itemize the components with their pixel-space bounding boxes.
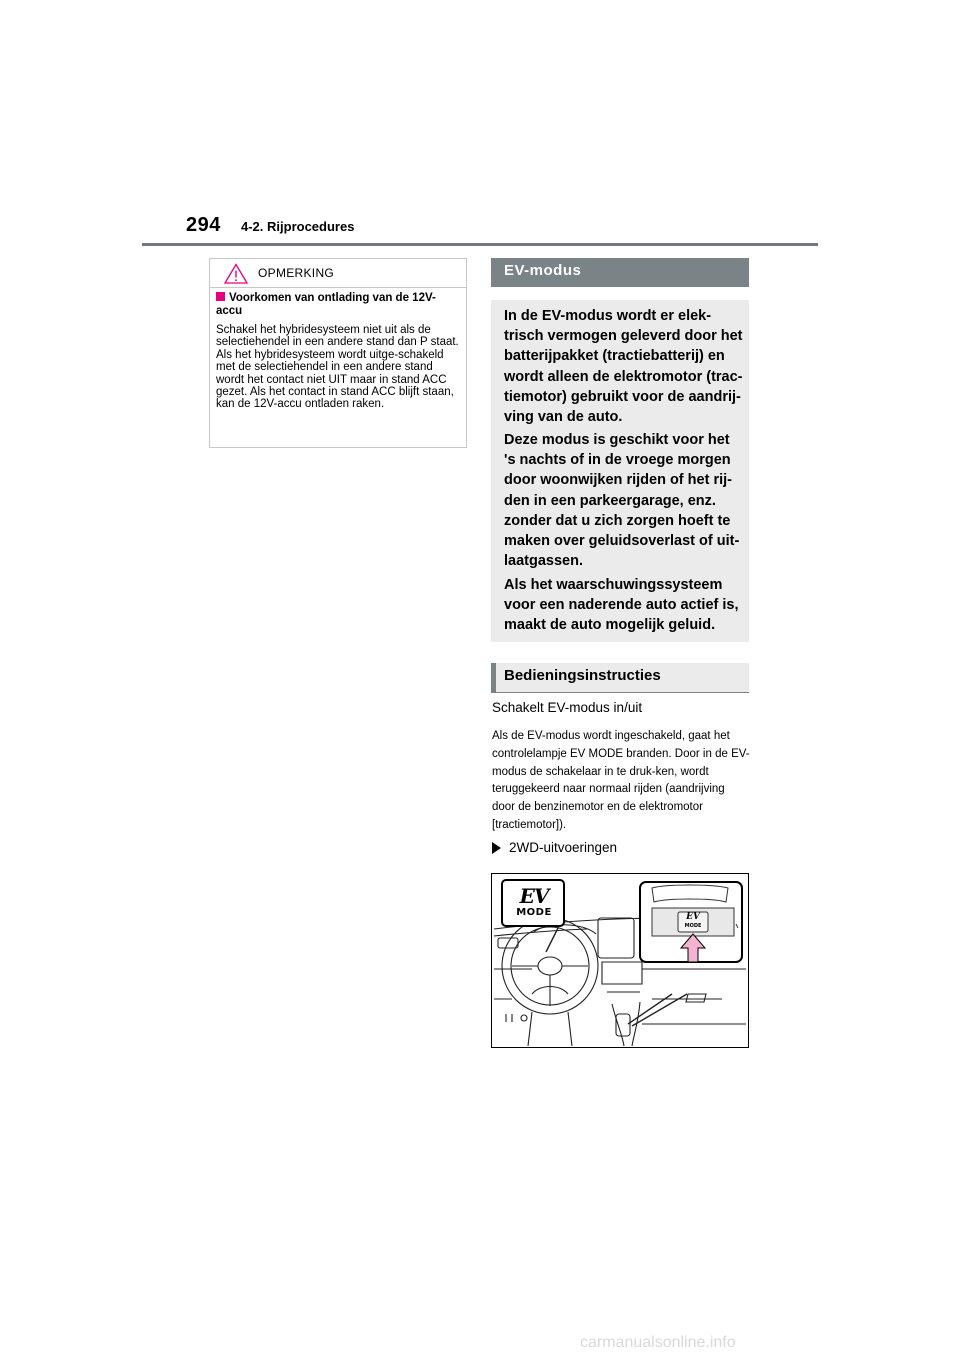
square-bullet-icon bbox=[216, 292, 225, 301]
instructions-title: Bedieningsinstructies bbox=[504, 667, 661, 684]
note-box bbox=[209, 258, 467, 448]
watermark: carmanualsonline.info bbox=[580, 1334, 736, 1351]
warning-triangle-icon bbox=[224, 263, 248, 284]
heading-accent-bar bbox=[491, 663, 496, 693]
dashboard-illustration bbox=[491, 873, 749, 1048]
ev-mode-title: EV-modus bbox=[504, 262, 582, 279]
ev-intro-box bbox=[491, 300, 749, 642]
section-title: 4-2. Rijprocedures bbox=[241, 219, 355, 234]
header-divider bbox=[142, 243, 818, 246]
intro-paragraph: Deze modus is geschikt voor het 's nachts of in de vroege morgen door woonwijken rijden of het rij-den in een parkeergarage, enz. zonder dat u zich zorgen hoeft te maken over geluidsoverlast of uit-laatgassen. bbox=[504, 432, 740, 570]
mode-label-large: MODE bbox=[516, 907, 552, 918]
note-label: OPMERKING bbox=[258, 266, 335, 280]
instructions-heading bbox=[491, 663, 749, 693]
instruction-text: Als de EV-modus wordt ingeschakeld, gaat het controlelampje EV MODE branden. Door in de EV-modus de schakelaar in te druk-ken, wordt teruggekeerd naar normaal rijden (aandrijving door de benzinemotor en de elektromotor [tractiemotor]). bbox=[492, 730, 750, 831]
mode-label-small: MODE bbox=[684, 923, 702, 929]
note-header bbox=[210, 259, 466, 288]
ev-symbol-large: EV bbox=[519, 884, 549, 908]
triangle-arrow-icon bbox=[492, 842, 501, 854]
intro-paragraph: In de EV-modus wordt er elek-trisch vermogen geleverd door het batterijpakket (tractiebatterij) en wordt alleen de elektromotor (trac-tiemotor) gebruikt voor de aandrij-ving van de auto. bbox=[504, 308, 743, 426]
instruction-item-title: Schakelt EV-modus in/uit bbox=[492, 700, 643, 715]
ev-symbol-small: EV bbox=[686, 912, 700, 922]
note-subheading: Voorkomen van ontlading van de 12V-accu bbox=[216, 292, 436, 317]
ev-mode-banner bbox=[491, 258, 749, 287]
note-text: Schakel het hybridesysteem niet uit als de selectiehendel in een andere stand dan P staat. Als het hybridesysteem wordt uitge-schakeld met de selectiehendel in een andere stand wordt het contact niet UIT maar in stand ACC gezet. Als het contact in stand ACC blijft staan, kan de 12V-accu ontladen raken. bbox=[216, 324, 459, 411]
intro-paragraph: Als het waarschuwingssysteem voor een naderende auto actief is, maakt de auto mogelijk geluid. bbox=[504, 577, 739, 634]
page-number: 294 bbox=[186, 214, 221, 236]
